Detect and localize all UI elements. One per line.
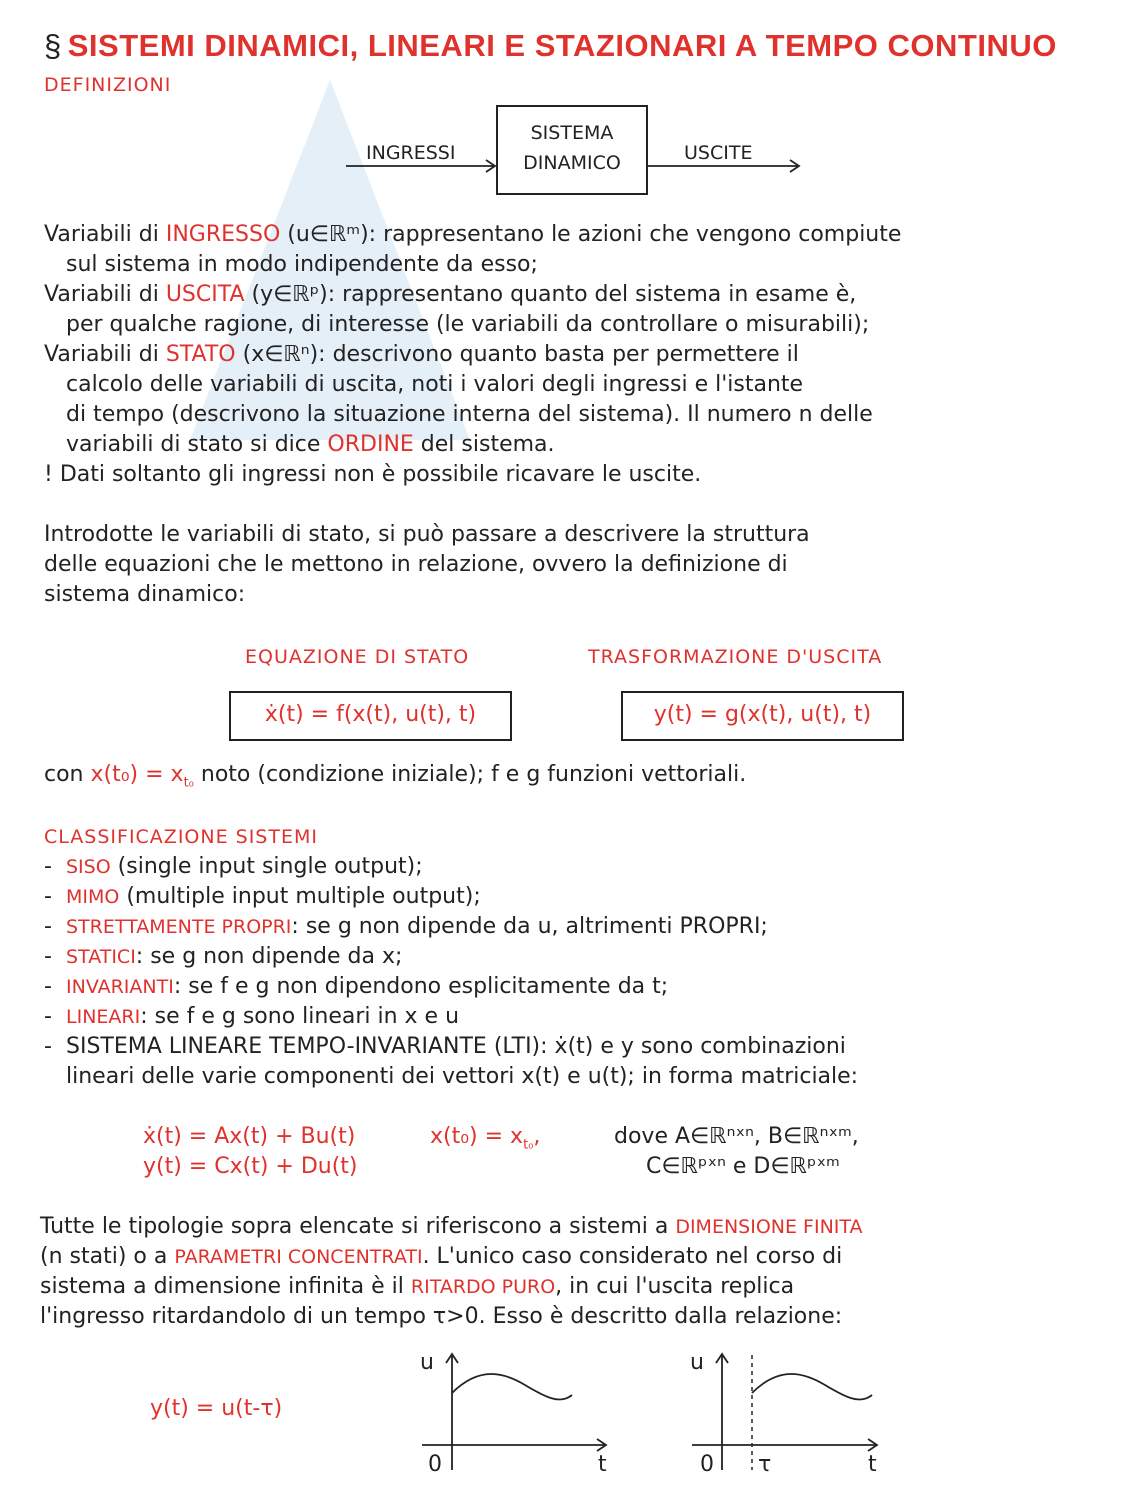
- left-u-label: u: [420, 1350, 434, 1375]
- final-line-4: l'ingresso ritardandolo di un tempo τ>0. Esso è descritto dalla relazione:: [40, 1304, 843, 1329]
- right-zero-label: 0: [700, 1452, 714, 1477]
- list-item: - MIMO (multiple input multiple output);: [44, 884, 481, 909]
- lti-where-1: dove A∈ℝⁿˣⁿ, B∈ℝⁿˣᵐ,: [614, 1124, 859, 1149]
- lti-eq-2: y(t) = Cx(t) + Du(t): [143, 1154, 358, 1179]
- state-equation: ẋ(t) = f(x(t), u(t), t): [264, 702, 477, 727]
- section-mark: §: [44, 28, 62, 63]
- right-tau-label: τ: [758, 1452, 772, 1477]
- classification-heading: CLASSIFICAZIONE SISTEMI: [44, 826, 318, 848]
- list-item: - SISTEMA LINEARE TEMPO-INVARIANTE (LTI): ẋ(t) e y sono combinazioni: [44, 1034, 846, 1059]
- lti-eq-1: ẋ(t) = Ax(t) + Bu(t): [143, 1124, 356, 1149]
- order-line: variabili di stato si dice ORDINE del sistema.: [66, 432, 555, 457]
- final-line-2: (n stati) o a PARAMETRI CONCENTRATI. L'unico caso considerato nel corso di: [40, 1244, 843, 1269]
- var-ingresso-cont: sul sistema in modo indipendente da esso;: [66, 252, 538, 277]
- final-line-3: sistema a dimensione infinita è il RITARDO PURO, in cui l'uscita replica: [40, 1274, 795, 1299]
- var-stato-cont-2: di tempo (descrivono la situazione interna del sistema). Il numero n delle: [66, 402, 873, 427]
- output-equation: y(t) = g(x(t), u(t), t): [653, 702, 872, 727]
- system-label-2: DINAMICO: [523, 152, 621, 174]
- title-text: SISTEMI DINAMICI, LINEARI E STAZIONARI A TEMPO CONTINUO: [67, 28, 1057, 63]
- variables-block: [44, 220, 1114, 490]
- delay-equation: y(t) = u(t-τ): [150, 1396, 283, 1421]
- note-line: ! Dati soltanto gli ingressi non è possibile ricavare le uscite.: [44, 462, 702, 487]
- list-item: - SISO (single input single output);: [44, 854, 423, 879]
- intro-line-1: Introdotte le variabili di stato, si può passare a descrivere la struttura: [44, 522, 810, 547]
- left-curve: [452, 1374, 572, 1400]
- list-item: - STATICI: se g non dipende da x;: [44, 944, 403, 969]
- intro-line-2: delle equazioni che le mettono in relazione, ovvero la definizione di: [44, 552, 788, 577]
- delay-graphs: [400, 1345, 920, 1495]
- condition-line: con $x(t_0) = x_{t_0}$ noto (condizione iniziale); f e g funzioni vettoriali.: [44, 762, 747, 791]
- list-item: - STRETTAMENTE PROPRI: se g non dipende da u, altrimenti PROPRI;: [44, 914, 768, 939]
- list-item: - INVARIANTI: se f e g non dipendono esplicitamente da t;: [44, 974, 669, 999]
- classification-list: [44, 852, 858, 1092]
- output-label: USCITE: [684, 142, 753, 164]
- right-curve: [752, 1374, 872, 1400]
- diagram-arrows: [0, 0, 1148, 220]
- left-t-label: t: [598, 1452, 607, 1477]
- state-eq-label: EQUAZIONE DI STATO: [245, 646, 470, 668]
- lti-init: $x(t_0) = x_{t_0}$,: [430, 1124, 541, 1153]
- input-label: INGRESSI: [366, 142, 456, 164]
- definitions-heading: DEFINIZIONI: [44, 74, 172, 96]
- var-ingresso: Variabili di INGRESSO (u∈ℝᵐ): rappresentano le azioni che vengono compiute: [44, 222, 902, 247]
- right-t-label: t: [868, 1452, 877, 1477]
- output-eq-label: TRASFORMAZIONE D'USCITA: [588, 646, 883, 668]
- lti-where-2: C∈ℝᵖˣⁿ e D∈ℝᵖˣᵐ: [646, 1154, 840, 1179]
- var-stato: Variabili di STATO (x∈ℝⁿ): descrivono quanto basta per permettere il: [44, 342, 799, 367]
- right-u-label: u: [690, 1350, 704, 1375]
- intro-line-3: sistema dinamico:: [44, 582, 246, 607]
- system-label-1: SISTEMA: [530, 122, 614, 144]
- final-paragraph: [40, 1212, 863, 1332]
- list-item-cont: lineari delle varie componenti dei vettori x(t) e u(t); in forma matriciale:: [66, 1064, 859, 1089]
- list-item: - LINEARI: se f e g sono lineari in x e u: [44, 1004, 460, 1029]
- var-uscita: Variabili di USCITA (y∈ℝᵖ): rappresentano quanto del sistema in esame è,: [44, 282, 857, 307]
- var-uscita-cont: per qualche ragione, di interesse (le variabili da controllare o misurabili);: [66, 312, 870, 337]
- left-zero-label: 0: [428, 1452, 442, 1477]
- var-stato-cont-1: calcolo delle variabili di uscita, noti i valori degli ingressi e l'istante: [66, 372, 804, 397]
- final-line-1: Tutte le tipologie sopra elencate si riferiscono a sistemi a DIMENSIONE FINITA: [40, 1214, 863, 1239]
- intro-paragraph: [44, 520, 810, 610]
